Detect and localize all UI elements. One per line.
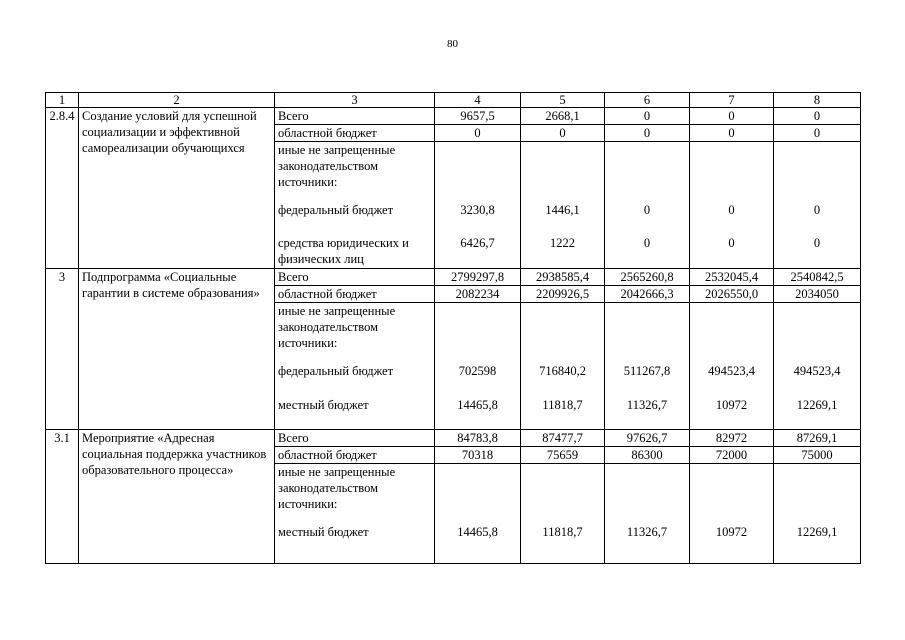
header-cell: 7 xyxy=(690,93,774,108)
value-cell: 6426,7 xyxy=(435,235,521,269)
value-cell: 11818,7 xyxy=(521,397,605,430)
value-cell: 0 xyxy=(605,202,690,235)
value-cell: 2034050 xyxy=(774,286,861,303)
source-label: Всего xyxy=(275,269,435,286)
value-cell: 82972 xyxy=(690,430,774,447)
source-label: федеральный бюджет xyxy=(275,202,435,235)
page-number: 80 xyxy=(447,38,458,50)
header-cell: 8 xyxy=(774,93,861,108)
value-cell: 10972 xyxy=(690,397,774,430)
value-cell: 14465,8 xyxy=(435,397,521,430)
value-cell xyxy=(690,142,774,202)
value-cell: 0 xyxy=(435,125,521,142)
value-cell: 0 xyxy=(521,125,605,142)
value-cell: 84783,8 xyxy=(435,430,521,447)
value-cell: 11326,7 xyxy=(605,524,690,564)
value-cell: 1222 xyxy=(521,235,605,269)
source-label: федеральный бюджет xyxy=(275,363,435,397)
source-label: областной бюджет xyxy=(275,447,435,464)
value-cell: 87477,7 xyxy=(521,430,605,447)
header-cell: 1 xyxy=(46,93,79,108)
value-cell: 0 xyxy=(690,202,774,235)
source-label: местный бюджет xyxy=(275,524,435,564)
source-label: иные не запрещенные законодательством источники: xyxy=(275,464,435,524)
value-cell: 2799297,8 xyxy=(435,269,521,286)
value-cell xyxy=(435,464,521,524)
value-cell xyxy=(435,303,521,363)
value-cell: 75000 xyxy=(774,447,861,464)
value-cell: 70318 xyxy=(435,447,521,464)
value-cell xyxy=(774,464,861,524)
value-cell: 9657,5 xyxy=(435,108,521,125)
source-label: иные не запрещенные законодательством источники: xyxy=(275,303,435,363)
item-number: 2.8.4 xyxy=(46,108,79,269)
value-cell: 0 xyxy=(774,108,861,125)
value-cell: 3230,8 xyxy=(435,202,521,235)
header-cell: 2 xyxy=(79,93,275,108)
value-cell: 2668,1 xyxy=(521,108,605,125)
item-name: Мероприятие «Адресная социальная поддержка участников образовательного процесса» xyxy=(79,430,275,564)
value-cell: 0 xyxy=(690,125,774,142)
value-cell: 0 xyxy=(774,125,861,142)
value-cell xyxy=(521,142,605,202)
value-cell: 87269,1 xyxy=(774,430,861,447)
value-cell: 12269,1 xyxy=(774,397,861,430)
value-cell xyxy=(605,142,690,202)
value-cell xyxy=(605,303,690,363)
value-cell xyxy=(521,464,605,524)
table-row xyxy=(46,269,861,286)
value-cell: 2026550,0 xyxy=(690,286,774,303)
header-cell: 5 xyxy=(521,93,605,108)
value-cell: 0 xyxy=(605,235,690,269)
value-cell: 14465,8 xyxy=(435,524,521,564)
value-cell: 75659 xyxy=(521,447,605,464)
value-cell: 2565260,8 xyxy=(605,269,690,286)
value-cell: 11326,7 xyxy=(605,397,690,430)
value-cell: 10972 xyxy=(690,524,774,564)
value-cell: 511267,8 xyxy=(605,363,690,397)
value-cell: 716840,2 xyxy=(521,363,605,397)
value-cell: 2938585,4 xyxy=(521,269,605,286)
value-cell: 0 xyxy=(690,108,774,125)
value-cell xyxy=(690,464,774,524)
source-label: средства юридических и физических лиц xyxy=(275,235,435,269)
value-cell xyxy=(605,464,690,524)
value-cell: 494523,4 xyxy=(774,363,861,397)
value-cell: 72000 xyxy=(690,447,774,464)
value-cell: 11818,7 xyxy=(521,524,605,564)
value-cell xyxy=(435,142,521,202)
value-cell: 0 xyxy=(774,235,861,269)
value-cell: 0 xyxy=(690,235,774,269)
value-cell: 2540842,5 xyxy=(774,269,861,286)
value-cell: 12269,1 xyxy=(774,524,861,564)
table-row xyxy=(46,430,861,447)
source-label: областной бюджет xyxy=(275,125,435,142)
source-label: иные не запрещенные законодательством источники: xyxy=(275,142,435,202)
value-cell: 0 xyxy=(774,202,861,235)
value-cell: 0 xyxy=(605,108,690,125)
value-cell xyxy=(774,303,861,363)
header-cell: 3 xyxy=(275,93,435,108)
header-row xyxy=(46,93,861,108)
source-label: областной бюджет xyxy=(275,286,435,303)
value-cell: 494523,4 xyxy=(690,363,774,397)
source-label: местный бюджет xyxy=(275,397,435,430)
value-cell: 2532045,4 xyxy=(690,269,774,286)
budget-table xyxy=(45,92,861,564)
value-cell xyxy=(690,303,774,363)
value-cell: 1446,1 xyxy=(521,202,605,235)
value-cell xyxy=(521,303,605,363)
value-cell: 86300 xyxy=(605,447,690,464)
value-cell: 702598 xyxy=(435,363,521,397)
item-number: 3 xyxy=(46,269,79,430)
source-label: Всего xyxy=(275,430,435,447)
value-cell: 0 xyxy=(605,125,690,142)
value-cell xyxy=(774,142,861,202)
table-row xyxy=(46,108,861,125)
header-cell: 4 xyxy=(435,93,521,108)
value-cell: 2082234 xyxy=(435,286,521,303)
value-cell: 97626,7 xyxy=(605,430,690,447)
value-cell: 2042666,3 xyxy=(605,286,690,303)
value-cell: 2209926,5 xyxy=(521,286,605,303)
item-name: Подпрограмма «Социальные гарантии в системе образования» xyxy=(79,269,275,430)
item-number: 3.1 xyxy=(46,430,79,564)
header-cell: 6 xyxy=(605,93,690,108)
source-label: Всего xyxy=(275,108,435,125)
item-name: Создание условий для успешной социализации и эффективной самореализации обучающихся xyxy=(79,108,275,269)
